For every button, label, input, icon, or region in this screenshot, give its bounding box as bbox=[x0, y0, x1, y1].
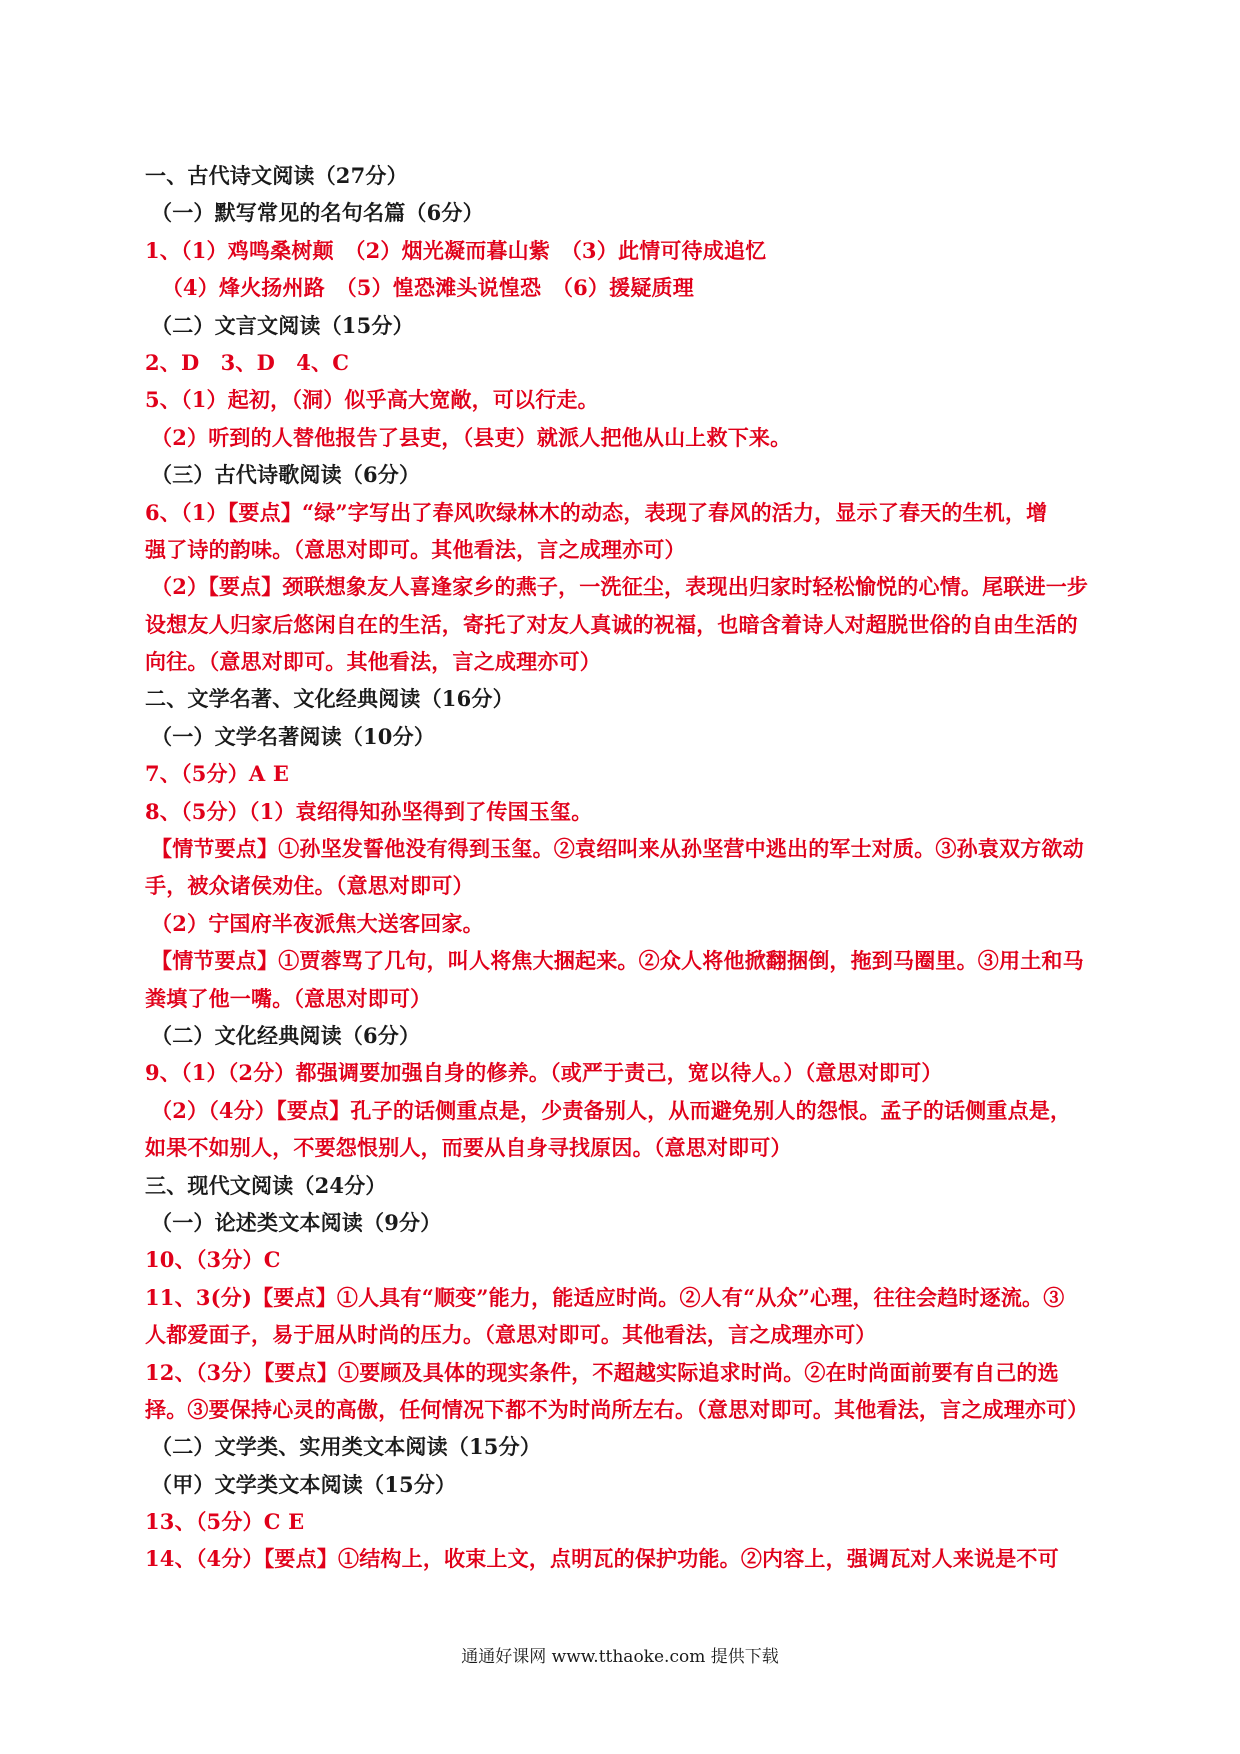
text-line: 三、现代文阅读（24分） bbox=[145, 1172, 387, 1198]
text-line: 【情节要点】①孙坚发誓他没有得到玉玺。②袁绍叫来从孙坚营中逃出的军士对质。③孙袁双方欲动 bbox=[151, 836, 1084, 862]
text-line: 1、（1）鸡鸣桑树颠 （2）烟光凝而暮山紫 （3）此情可待成追忆 bbox=[145, 237, 767, 263]
text-line: （2）听到的人替他报告了县吏，（县吏）就派人把他从山上救下来。 bbox=[151, 424, 792, 450]
text-line: 强了诗的韵味。（意思对即可。其他看法，言之成理亦可） bbox=[145, 536, 686, 562]
text-line: 7、（5分）A E bbox=[145, 761, 290, 787]
text-line: 12、（3分）【要点】①要顾及具体的现实条件，不超越实际追求时尚。②在时尚面前要有自己的选 bbox=[145, 1359, 1059, 1385]
text-line: 【情节要点】①贾蓉骂了几句，叫人将焦大捆起来。②众人将他掀翻捆倒，拖到马圈里。③用土和马 bbox=[151, 948, 1084, 974]
text-line: 一、古代诗文阅读（27分） bbox=[145, 163, 408, 188]
text-line: （三）古代诗歌阅读（6分） bbox=[151, 462, 421, 488]
text-line: 13、（5分）C E bbox=[145, 1509, 305, 1535]
text-line: 6、（1）【要点】“绿”字写出了春风吹绿林木的动态，表现了春风的活力，显示了春天的生机，增 bbox=[145, 499, 1048, 525]
text-line: （二）文学类、实用类文本阅读（15分） bbox=[151, 1434, 542, 1460]
text-line: （4）烽火扬州路 （5）惶恐滩头说惶恐 （6）援疑质理 bbox=[151, 275, 694, 301]
text-line: 11、3(分)【要点】①人具有“顺变”能力，能适应时尚。②人有“从众”心理，往往会趋时逐流。③ bbox=[145, 1284, 1065, 1310]
text-line: 人都爱面子，易于屈从时尚的压力。（意思对即可。其他看法，言之成理亦可） bbox=[145, 1322, 877, 1348]
text-line: （二）文言文阅读（15分） bbox=[151, 312, 414, 338]
text-line: 择。③要保持心灵的高傲，任何情况下都不为时尚所左右。（意思对即可。其他看法，言之成理亦可） bbox=[145, 1396, 1089, 1422]
text-line: 10、（3分）C bbox=[145, 1247, 281, 1273]
footer-download-note: 通通好课网 www.tthaoke.com 提供下载 bbox=[461, 1647, 779, 1667]
text-line: （一）论述类文本阅读（9分） bbox=[151, 1209, 442, 1235]
text-line: （甲）文学类文本阅读（15分） bbox=[151, 1471, 457, 1497]
text-line: 9、（1）（2分）都强调要加强自身的修养。（或严于责己，宽以待人。）（意思对即可） bbox=[145, 1060, 943, 1086]
answer-key-content bbox=[145, 157, 1105, 1578]
text-line: （一）文学名著阅读（10分） bbox=[151, 723, 436, 749]
text-line: 5、（1）起初，（洞）似乎高大宽敞，可以行走。 bbox=[145, 387, 599, 413]
text-line: 粪填了他一嘴。（意思对即可） bbox=[145, 985, 432, 1011]
text-line: （2）宁国府半夜派焦大送客回家。 bbox=[151, 910, 484, 936]
text-line: （2）【要点】颈联想象友人喜逢家乡的燕子，一洗征尘，表现出归家时轻松愉悦的心情。尾联进一步 bbox=[151, 574, 1089, 600]
text-line: 8、（5分）（1）袁绍得知孙坚得到了传国玉玺。 bbox=[145, 798, 593, 824]
text-line: 14、（4分）【要点】①结构上，收束上文，点明瓦的保护功能。②内容上，强调瓦对人来说是不可 bbox=[145, 1546, 1059, 1572]
text-line: 设想友人归家后悠闲自在的生活，寄托了对友人真诚的祝福，也暗含着诗人对超脱世俗的自由生活的 bbox=[145, 611, 1078, 637]
text-line: 向往。（意思对即可。其他看法，言之成理亦可） bbox=[145, 649, 601, 675]
text-line: 2、D 3、D 4、C bbox=[145, 349, 350, 375]
text-line: （2）（4分）【要点】孔子的话侧重点是，少责备别人，从而避免别人的怨恨。孟子的话侧重点是， bbox=[151, 1097, 1072, 1123]
text-line: 如果不如别人，不要怨恨别人，而要从自身寻找原因。（意思对即可） bbox=[145, 1135, 792, 1161]
text-line: 二、文学名著、文化经典阅读（16分） bbox=[145, 686, 514, 712]
text-line: （二）文化经典阅读（6分） bbox=[151, 1022, 421, 1048]
text-line: 手，被众诸侯劝住。（意思对即可） bbox=[145, 873, 474, 899]
text-line: （一）默写常见的名句名篇（6分） bbox=[151, 200, 484, 226]
